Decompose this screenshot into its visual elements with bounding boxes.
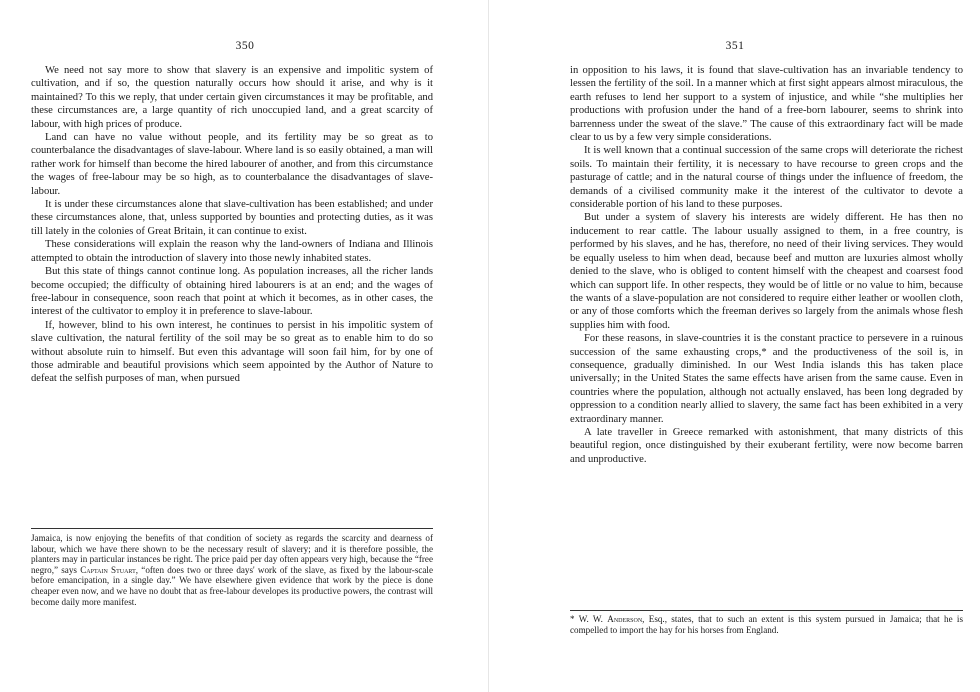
footnote-text: , Esq., states, that to such an extent is this system pursued in Jamaica; that he is compelled to import the hay for his horses from England.	[570, 614, 963, 635]
paragraph: Land can have no value without people, and its fertility may be so great as to counterbalance the disadvantages of slave-labour. Where land is so easily obtained, a man will rather work for himself than become the hired labourer of another, and from this circumstance the wages of free-labour may be so high, as to counterbalance the disadvantages of slave-labour.	[31, 132, 433, 197]
page-number: 351	[725, 40, 745, 52]
footnote-text: * W. W.	[570, 614, 608, 624]
footnote-divider	[31, 528, 433, 529]
footnote-name: Captain Stuart	[80, 564, 136, 575]
footnote-name: Anderson	[607, 614, 643, 624]
paragraph: For these reasons, in slave-countries it is the constant practice to persevere in a ruinous succession of the same exhausting crops,* and the productiveness of the soil is, in consequence, gradually diminished. In our West India islands this has taken place universally; in the United States the same effects have arisen from the same cause. Even in countries where the population, although not actually enslaved, has been long degraded by oppression to a condition nearly allied to slavery, the same fact has been exhibited in a very extraordinary manner.	[570, 333, 963, 425]
page-gutter	[488, 0, 489, 692]
paragraph: If, however, blind to his own interest, he continues to persist in his impolitic system of slave cultivation, the natural fertility of the soil may be so great as to enable him to do so without absolute ruin to himself. But even this advantage will soon fail him, for by one of those admirable and beautiful provisions which seem appointed by the Author of Nature to defeat the selfish purposes of man, when pursued	[31, 319, 433, 385]
body-text	[31, 64, 433, 386]
footnote	[31, 533, 433, 607]
paragraph: These considerations will explain the reason why the land-owners of Indiana and Illinois attempted to obtain the introduction of slavery into those newly inhabited states.	[31, 239, 433, 264]
paragraph: It is under these circumstances alone that slave-cultivation has been established; and under these circumstances alone, that, unless supported by bounties and protecting duties, as it was till lately in the colonies of Great Britain, it can continue to exist.	[31, 199, 433, 237]
page-number: 350	[235, 40, 255, 52]
footnote-divider	[570, 610, 963, 611]
paragraph: It is well known that a continual succession of the same crops will deteriorate the richest soils. To maintain their fertility, it is necessary to have recourse to green crops and the pasturage of cattle; and in the natural course of things under the influence of freedom, the demands of a civilised community make it the interest of the cultivator to devote a considerable portion of his land to these purposes.	[570, 145, 963, 211]
paragraph: A late traveller in Greece remarked with astonishment, that many districts of this beautiful region, once distinguished by their exuberant fertility, were now become barren and unproductive.	[570, 426, 963, 465]
paragraph: But under a system of slavery his interests are widely different. He has then no inducement to rear cattle. The labour usually assigned to them, in a free country, is performed by his slaves, and he has, therefore, no need of their living services. They would be equally useless to him when dead, because beef and mutton are luxuries almost wholly denied to the slave, who is obliged to content himself with the cheapest and coarsest food which can support life. In other respects, they would be of little or no value to him, because the wants of a slave-population are not considered to require either leather or woollen cloth, or any of those comforts which the freeman derives so largely from the animals whose flesh supplies him with food.	[570, 212, 963, 331]
footnote-text: , “often does two or three days' work of the slave, as fixed by the labour-scale before emancipation, in a single day.” We have elsewhere given evidence that work by the piece is done cheaper even now, and we have no doubt that as free-labour developes its productive powers, the contrast will become daily more manifest.	[31, 564, 433, 607]
paragraph: in opposition to his laws, it is found that slave-cultivation has an invariable tendency to lessen the fertility of the soil. In a manner which at first sight appears almost miraculous, the earth refuses to lend her support to a system of injustice, and while “she multiplies her productions with profusion under the hand of a free-born labourer, seems to shrink into barrenness under the sweat of the slave.” The cause of this extraordinary fact will be made clear to us by a few very simple considerations.	[570, 65, 963, 144]
paragraph: We need not say more to show that slavery is an expensive and impolitic system of cultivation, and if so, the question naturally occurs how should it arise, and why is it maintained? To this we reply, that under certain given circumstances it may be profitable, and these circumstances are, a large quantity of rich unoccupied land, and a great scarcity of labour, with high prices of produce.	[31, 65, 433, 130]
body-text	[570, 64, 963, 466]
paragraph: But this state of things cannot continue long. As population increases, all the richer lands become occupied; the difficulty of obtaining hired labourers is at an end; and the wages of free-labour in consequence, soon reach that point at which it becomes, as in other cases, the interest of the cultivator to employ it in preference to slave-labour.	[31, 266, 433, 318]
right-page	[490, 0, 980, 692]
footnote	[570, 614, 963, 635]
footnote-text: Jamaica, is now enjoying the benefits of that condition of society as regards the scarcity and dearness of labour, which we have there shown to be the necessary result of slavery; and it is therefore possible, the planters may in particular instances be right. The price paid per day often appears very high, because the “free negro,” says	[31, 533, 433, 575]
